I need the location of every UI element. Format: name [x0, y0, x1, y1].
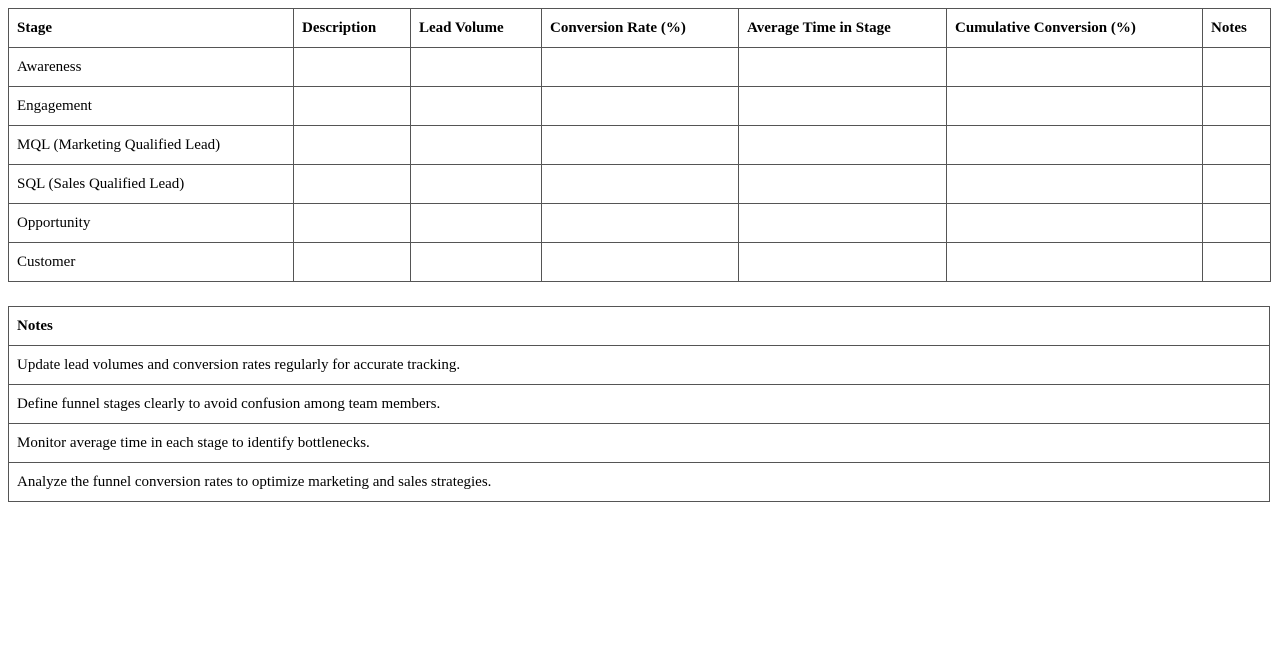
- cell-stage: MQL (Marketing Qualified Lead): [9, 126, 294, 165]
- cell-stage: SQL (Sales Qualified Lead): [9, 165, 294, 204]
- header-conversion-rate: Conversion Rate (%): [542, 9, 739, 48]
- cell-conversion-rate[interactable]: [542, 165, 739, 204]
- note-item: Analyze the funnel conversion rates to optimize marketing and sales strategies.: [9, 463, 1270, 502]
- cell-conversion-rate[interactable]: [542, 204, 739, 243]
- cell-notes[interactable]: [1203, 204, 1271, 243]
- notes-row: [9, 346, 1270, 385]
- cell-description[interactable]: [294, 165, 411, 204]
- cell-average-time[interactable]: [739, 48, 947, 87]
- cell-notes[interactable]: [1203, 243, 1271, 282]
- note-item: Define funnel stages clearly to avoid confusion among team members.: [9, 385, 1270, 424]
- table-row: [9, 243, 1271, 282]
- cell-notes[interactable]: [1203, 87, 1271, 126]
- table-row: [9, 165, 1271, 204]
- cell-description[interactable]: [294, 204, 411, 243]
- note-item: Update lead volumes and conversion rates regularly for accurate tracking.: [9, 346, 1270, 385]
- cell-cumulative-conversion[interactable]: [947, 87, 1203, 126]
- cell-average-time[interactable]: [739, 126, 947, 165]
- cell-average-time[interactable]: [739, 165, 947, 204]
- cell-description[interactable]: [294, 126, 411, 165]
- cell-stage: Awareness: [9, 48, 294, 87]
- cell-notes[interactable]: [1203, 165, 1271, 204]
- header-lead-volume: Lead Volume: [411, 9, 542, 48]
- cell-lead-volume[interactable]: [411, 48, 542, 87]
- cell-stage: Opportunity: [9, 204, 294, 243]
- cell-lead-volume[interactable]: [411, 243, 542, 282]
- cell-average-time[interactable]: [739, 87, 947, 126]
- cell-description[interactable]: [294, 48, 411, 87]
- cell-lead-volume[interactable]: [411, 204, 542, 243]
- cell-lead-volume[interactable]: [411, 87, 542, 126]
- table-row: [9, 126, 1271, 165]
- cell-average-time[interactable]: [739, 204, 947, 243]
- header-average-time: Average Time in Stage: [739, 9, 947, 48]
- table-row: [9, 48, 1271, 87]
- notes-row: [9, 385, 1270, 424]
- notes-row: [9, 463, 1270, 502]
- header-cumulative-conversion: Cumulative Conversion (%): [947, 9, 1203, 48]
- cell-conversion-rate[interactable]: [542, 126, 739, 165]
- cell-stage: Customer: [9, 243, 294, 282]
- cell-description[interactable]: [294, 87, 411, 126]
- cell-cumulative-conversion[interactable]: [947, 126, 1203, 165]
- table-header-row: [9, 9, 1271, 48]
- notes-header-row: [9, 307, 1270, 346]
- cell-cumulative-conversion[interactable]: [947, 243, 1203, 282]
- cell-description[interactable]: [294, 243, 411, 282]
- cell-conversion-rate[interactable]: [542, 243, 739, 282]
- header-description: Description: [294, 9, 411, 48]
- table-row: [9, 204, 1271, 243]
- cell-average-time[interactable]: [739, 243, 947, 282]
- table-row: [9, 87, 1271, 126]
- cell-stage: Engagement: [9, 87, 294, 126]
- header-notes: Notes: [1203, 9, 1271, 48]
- notes-table: [8, 306, 1270, 502]
- cell-conversion-rate[interactable]: [542, 48, 739, 87]
- note-item: Monitor average time in each stage to identify bottlenecks.: [9, 424, 1270, 463]
- cell-conversion-rate[interactable]: [542, 87, 739, 126]
- header-stage: Stage: [9, 9, 294, 48]
- funnel-stage-table: [8, 8, 1271, 282]
- cell-lead-volume[interactable]: [411, 126, 542, 165]
- cell-cumulative-conversion[interactable]: [947, 165, 1203, 204]
- cell-cumulative-conversion[interactable]: [947, 204, 1203, 243]
- notes-row: [9, 424, 1270, 463]
- cell-notes[interactable]: [1203, 126, 1271, 165]
- cell-cumulative-conversion[interactable]: [947, 48, 1203, 87]
- cell-notes[interactable]: [1203, 48, 1271, 87]
- cell-lead-volume[interactable]: [411, 165, 542, 204]
- notes-header: Notes: [9, 307, 1270, 346]
